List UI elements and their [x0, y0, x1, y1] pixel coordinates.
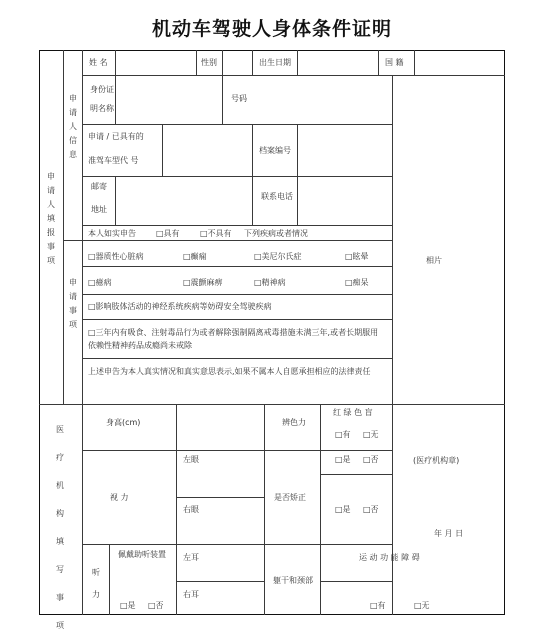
institution-stamp-label: (医疗机构章): [413, 456, 460, 465]
vehicle-label-line1: 申请 / 已具有的: [88, 132, 144, 141]
color-blind-yes[interactable]: □有: [335, 430, 351, 439]
id-number-label: 号码: [231, 94, 247, 103]
hearing-aid-label: 佩戴助听装置: [118, 550, 166, 559]
correction-label: 是否矫正: [274, 493, 306, 502]
hearing-aid-no[interactable]: □否: [148, 601, 164, 610]
height-label: 身高(cm): [106, 418, 141, 427]
gender-label: 性别: [201, 58, 217, 67]
color-vision-label: 辨色力: [282, 418, 306, 427]
not-have-option[interactable]: □不具有: [200, 229, 232, 238]
statement-text: 上述申告为本人真实情况和真实意思表示,如果不属本人自愿承担相应的法律责任: [88, 367, 371, 376]
right-eye-label: 右眼: [183, 505, 199, 514]
archive-number-label: 档案编号: [259, 146, 291, 155]
page-title: 机动车驾驶人身体条件证明: [151, 18, 392, 40]
id-label-line2: 明名称: [90, 104, 114, 113]
photo-label: 相片: [426, 256, 442, 265]
phone-label: 联系电话: [261, 192, 293, 201]
hearing-aid-yes[interactable]: □是: [120, 601, 136, 610]
declare-suffix: 下列疾病或者情况: [244, 229, 308, 238]
color-blind-no[interactable]: □无: [363, 430, 379, 439]
left-ear-label: 左耳: [183, 553, 199, 562]
applicant-side-label: 申请人填报事项: [47, 172, 55, 265]
birth-date-label: 出生日期: [259, 58, 291, 67]
condition-neuro[interactable]: □影响肢体活动的神经系统疾病等妨碍安全驾驶疾病: [88, 302, 272, 311]
motor-yes[interactable]: □有: [370, 601, 386, 610]
condition-vertigo[interactable]: □眩晕: [345, 252, 369, 261]
vision-label: 视 力: [110, 493, 129, 502]
condition-dementia[interactable]: □痴呆: [345, 278, 369, 287]
condition-heart[interactable]: □器质性心脏病: [88, 252, 144, 261]
declare-text: 本人如实申告: [88, 229, 136, 238]
condition-drugs[interactable]: □三年内有吸食、注射毒品行为或者解除强制隔离戒毒措施未满三年,或者长期服用依赖性精神药品成瘾尚未戒除: [88, 328, 379, 350]
correction-right-no[interactable]: □否: [363, 505, 379, 514]
declaration-side-label: 申请事项: [69, 278, 77, 329]
hearing-label: 听 力: [92, 568, 100, 599]
left-eye-label: 左眼: [183, 455, 199, 464]
motor-no[interactable]: □无: [414, 601, 430, 610]
condition-parkinson[interactable]: □震颤麻痹: [183, 278, 223, 287]
address-label-line2: 地址: [91, 205, 107, 214]
correction-left-yes[interactable]: □是: [335, 455, 351, 464]
correction-left-no[interactable]: □否: [363, 455, 379, 464]
condition-meniere[interactable]: □美尼尔氏症: [254, 252, 302, 261]
motor-label: 运 动 功 能 障 碍: [359, 553, 420, 562]
color-blind-label: 红 绿 色 盲: [333, 408, 373, 417]
condition-epilepsy[interactable]: □癫痫: [183, 252, 207, 261]
address-label-line1: 邮寄: [91, 182, 107, 191]
trunk-neck-label: 躯干和颈部: [273, 576, 313, 585]
id-label-line1: 身份证: [90, 85, 114, 94]
correction-right-yes[interactable]: □是: [335, 505, 351, 514]
date-label: 年 月 日: [434, 529, 464, 538]
vehicle-label-line2: 准驾车型代 号: [88, 156, 139, 165]
nationality-label: 国 籍: [385, 58, 404, 67]
condition-psychosis[interactable]: □精神病: [254, 278, 286, 287]
name-label: 姓 名: [89, 58, 108, 67]
medical-side-label: 医疗机构填写事项: [56, 425, 64, 630]
applicant-info-label: 申请人信息: [69, 94, 77, 159]
right-ear-label: 右耳: [183, 590, 199, 599]
have-option[interactable]: □具有: [156, 229, 180, 238]
condition-hysteria[interactable]: □癔病: [88, 278, 112, 287]
